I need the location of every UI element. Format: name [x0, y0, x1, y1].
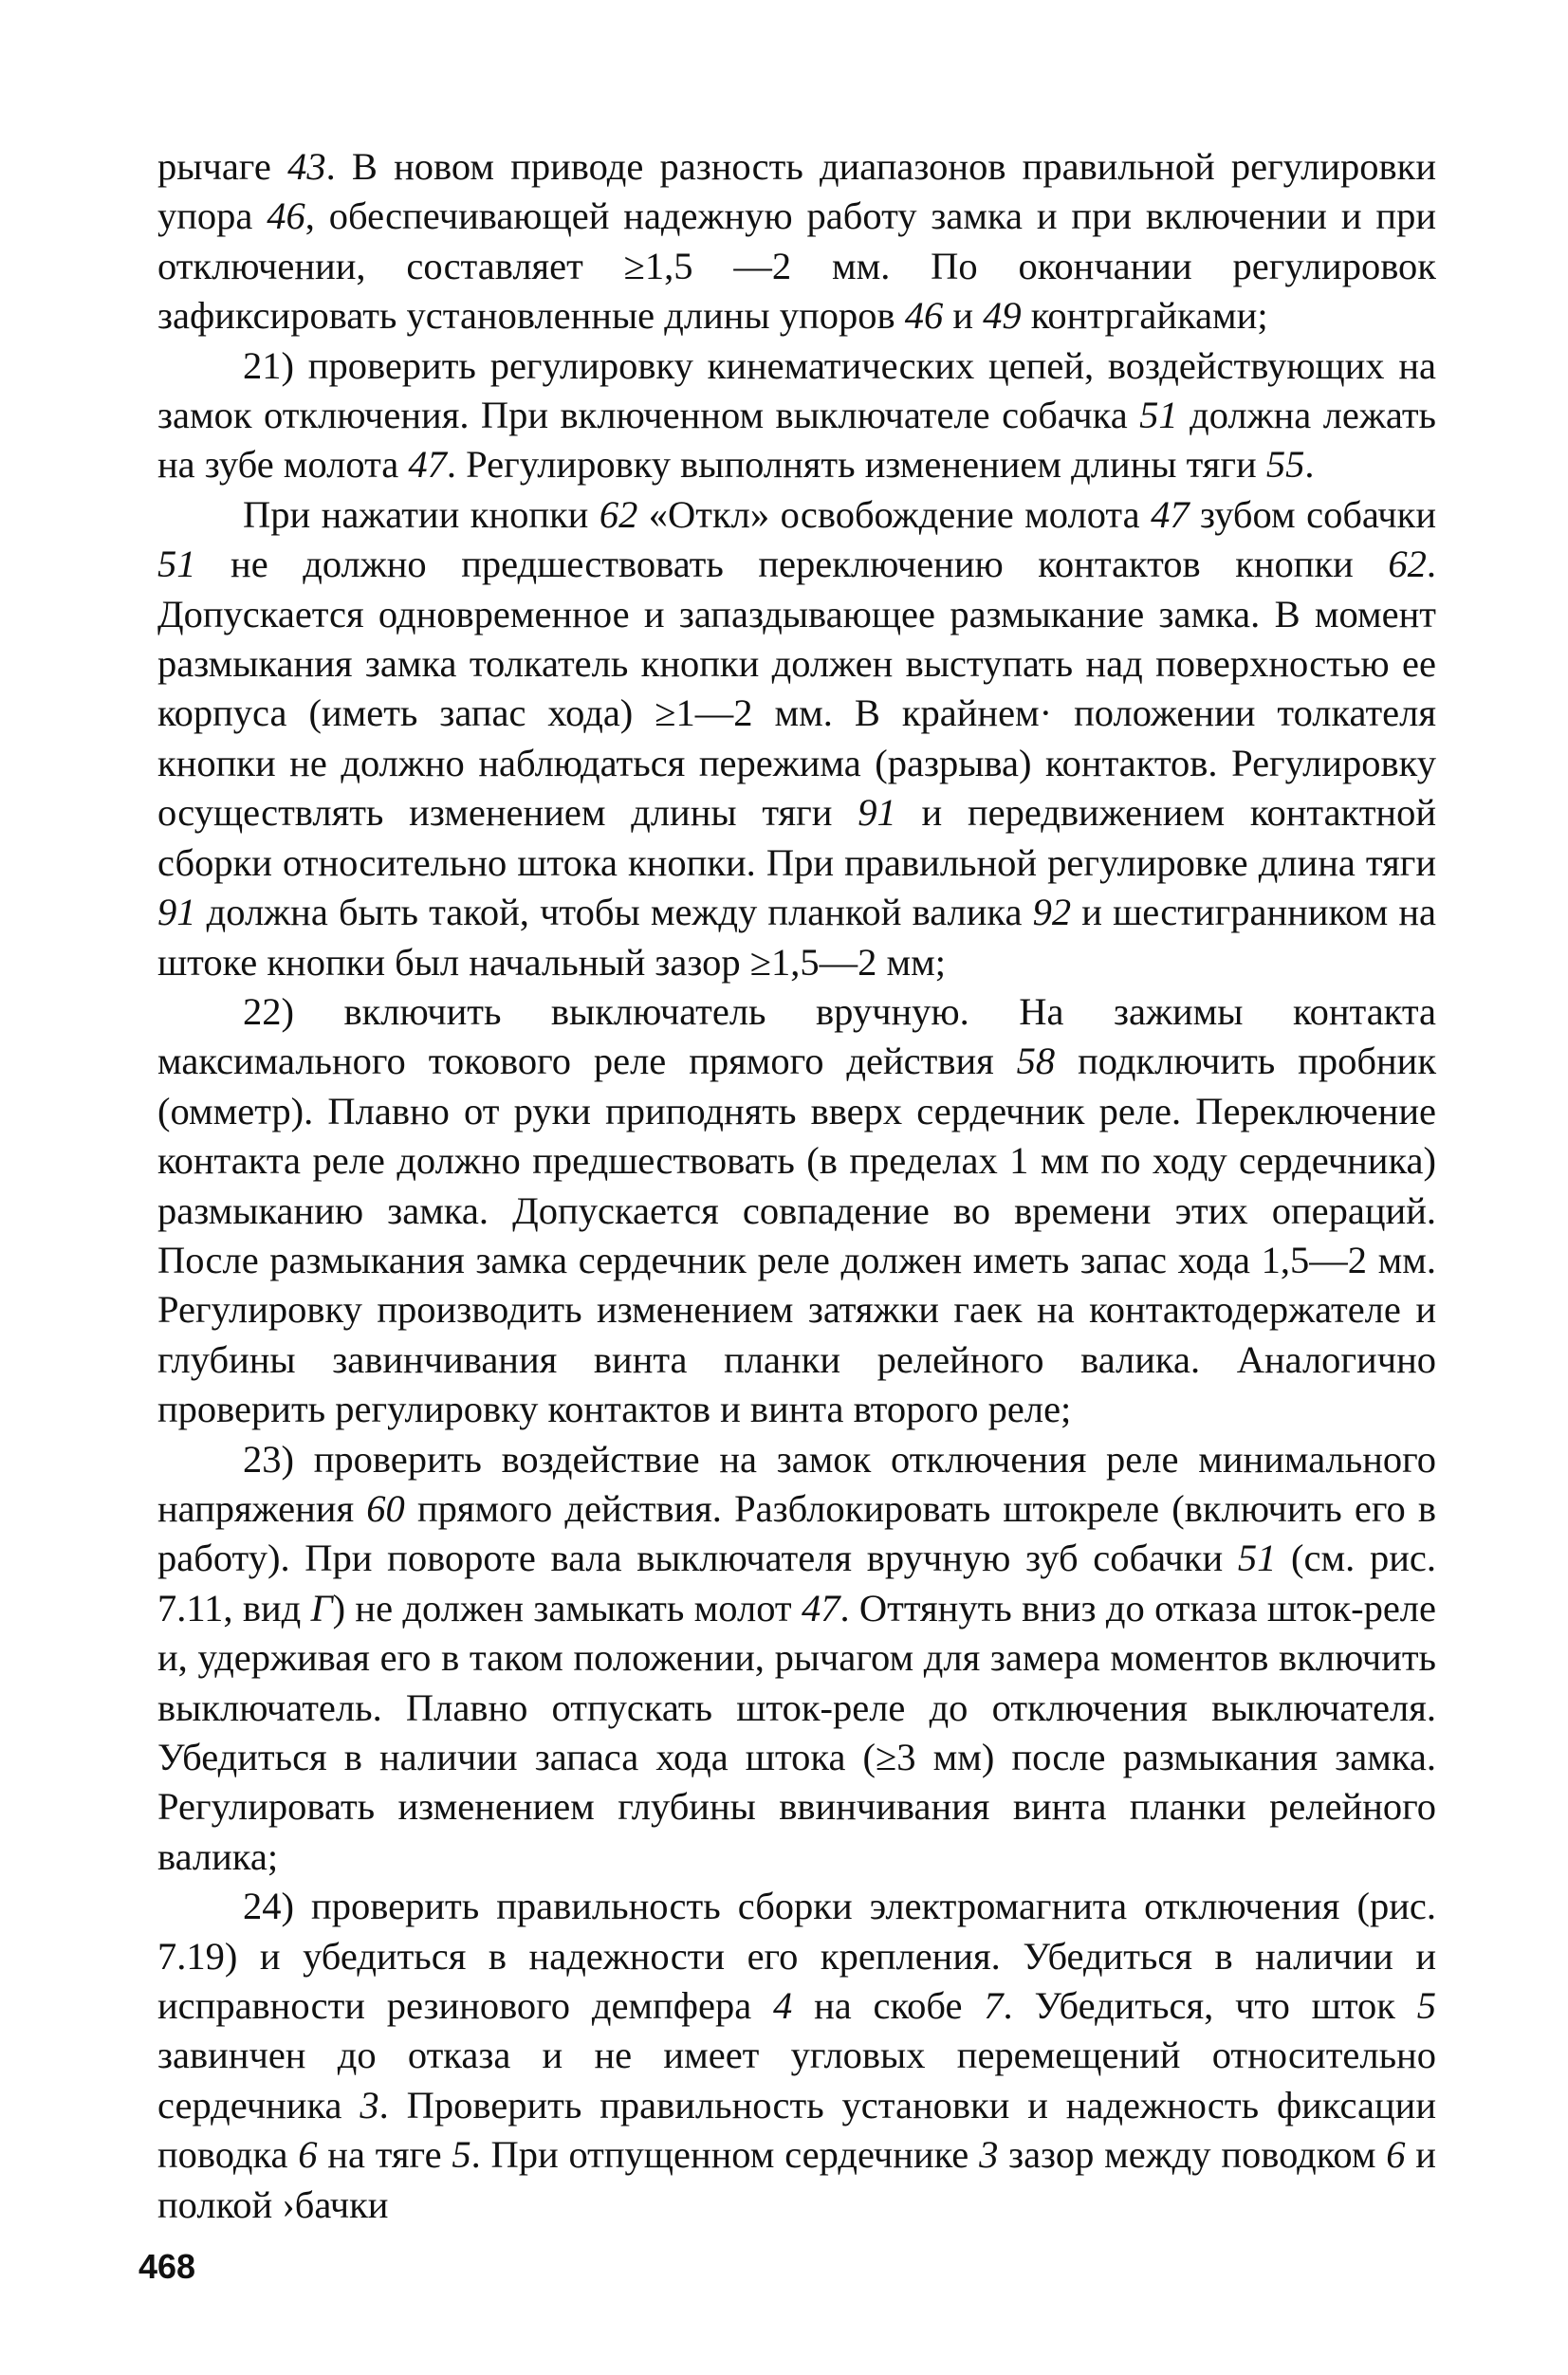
reference-number: 91 [157, 891, 196, 934]
text-run: При нажатии кнопки [243, 492, 600, 536]
reference-number: 3 [360, 2083, 379, 2126]
text-run: и полкой ›бачки [157, 2133, 1436, 2226]
text-run: . В новом приводе разность диапазонов правильной регулировки упора [157, 145, 1437, 238]
reference-number: 4 [773, 1984, 793, 2028]
text-run: 22) включить выключатель вручную. На зажимы контакта максимального токового реле прямого действия [157, 989, 1436, 1083]
body-paragraph [157, 1882, 1436, 2230]
text-run: контргайками; [1021, 294, 1268, 338]
text-run: . Оттянуть вниз до отказа шток-реле и, удерживая его в таком положении, рычагом для замера моментов включить выключатель. Плавно отпускать шток-реле до отключения выключателя. Убедиться в наличии запаса хода штока (≥3 мм) после размыкания замка. Регулировать изменением глубины ввинчивания винта планки релейного валика; [157, 1586, 1436, 1878]
reference-number: 60 [366, 1486, 405, 1530]
reference-number: 51 [1139, 394, 1178, 437]
text-run: зазор между поводком [998, 2133, 1387, 2177]
text-run: на скобе [792, 1984, 985, 2028]
reference-number: 55 [1265, 443, 1305, 487]
reference-number: 47 [801, 1586, 840, 1629]
reference-number: 51 [157, 543, 196, 586]
reference-number: 3 [979, 2133, 999, 2177]
reference-number: 47 [1151, 492, 1190, 536]
reference-number: 46 [267, 194, 305, 238]
reference-number: 7 [984, 1984, 1004, 2028]
text-run: и шестигранником на штоке кнопки был начальный зазор ≥1,5—2 мм; [157, 891, 1436, 984]
body-paragraph [157, 1435, 1436, 1883]
text-run: «Откл» освобождение молота [637, 492, 1152, 536]
text-run: должна быть такой, чтобы между планкой валика [195, 891, 1033, 934]
reference-number: 46 [904, 294, 944, 338]
reference-number: 47 [408, 443, 447, 487]
reference-number: 5 [452, 2133, 471, 2177]
reference-number: 43 [287, 145, 326, 188]
page-number: 468 [138, 2247, 196, 2286]
text-run: должна лежать на зубе молота [157, 394, 1436, 487]
body-paragraph [157, 987, 1436, 1435]
text-run: 23) проверить воздействие на замок отключения реле минимального напряжения [157, 1437, 1436, 1530]
reference-number: 5 [1416, 1984, 1437, 2028]
text-run: и передвижением контактной сборки относительно штока кнопки. При правильной регулировке длина тяги [157, 791, 1436, 884]
body-paragraph [157, 142, 1436, 341]
text-run: . Регулировку выполнять изменением длины тяги [446, 443, 1266, 487]
text-run: . [1304, 443, 1315, 487]
body-paragraph [157, 341, 1436, 490]
reference-number: 6 [1386, 2133, 1406, 2177]
document-page [157, 142, 1436, 2230]
reference-number: 49 [983, 294, 1022, 338]
text-run: рычаге [157, 145, 288, 188]
reference-number: 62 [599, 492, 638, 536]
reference-number: 51 [1237, 1537, 1277, 1580]
reference-number: Г [310, 1586, 333, 1629]
text-run: подключить пробник (омметр). Плавно от руки приподнять вверх сердечник реле. Переключение контакта реле должно предшествовать (в пределах 1 мм по ходу сердечника) размыканию замка. Допускается совпадение во времени этих операций. После размыкания замка сердечник реле должен иметь запас хода 1,5—2 мм. Регулировку производить изменением затяжки гаек на контактодержателе и глубины завинчивания винта планки релейного валика. Аналогично проверить регулировку контактов и винта второго реле; [157, 1040, 1436, 1431]
reference-number: 91 [858, 791, 896, 835]
reference-number: 58 [1016, 1040, 1056, 1083]
text-run: . Допускается одновременное и запаздывающее размыкание замка. В момент размыкания замка толкатель кнопки должен выступать над поверхностью ее корпуса (иметь запас хода) ≥1—2 мм. В крайнем· положении толкателя кнопки не должно наблюдаться пережима (разрыва) контактов. Регулировку осуществлять изменением длины тяги [157, 543, 1436, 835]
text-run: , обеспечивающей надежную работу замка и при включении и при отключении, составляет ≥1,5 —2 мм. По окончании регулировок зафиксировать установленные длины упоров [157, 194, 1436, 338]
text-run: прямого действия. Разблокировать штокреле (включить его в работу). При повороте вала выключателя вручную зуб собачки [157, 1486, 1436, 1580]
text-run: . Проверить правильность установки и надежность фиксации поводка [157, 2083, 1436, 2177]
text-run: . Убедиться, что шток [1003, 1984, 1417, 2028]
reference-number: 92 [1032, 891, 1072, 934]
text-run: и [943, 294, 984, 338]
reference-number: 6 [298, 2133, 318, 2177]
text-run: 21) проверить регулировку кинематических цепей, воздействующих на замок отключения. При включенном выключателе собачка [157, 343, 1436, 437]
text-run: (см. рис. 7.11, вид [157, 1537, 1436, 1629]
text-run: 24) проверить правильность сборки электромагнита отключения (рис. 7.19) и убедиться в надежности его крепления. Убедиться в наличии и исправности резинового демпфера [157, 1885, 1436, 2028]
text-run: зубом собачки [1189, 492, 1437, 536]
text-run: завинчен до отказа и не имеет угловых перемещений относительно сердечника [157, 2034, 1436, 2126]
reference-number: 62 [1388, 543, 1427, 586]
text-run: ) не должен замыкать молот [332, 1586, 802, 1629]
body-paragraph [157, 490, 1436, 987]
text-run: . При отпущенном сердечнике [470, 2133, 980, 2177]
text-run: на тяге [317, 2133, 452, 2177]
text-run: не должно предшествовать переключению контактов кнопки [195, 543, 1389, 586]
